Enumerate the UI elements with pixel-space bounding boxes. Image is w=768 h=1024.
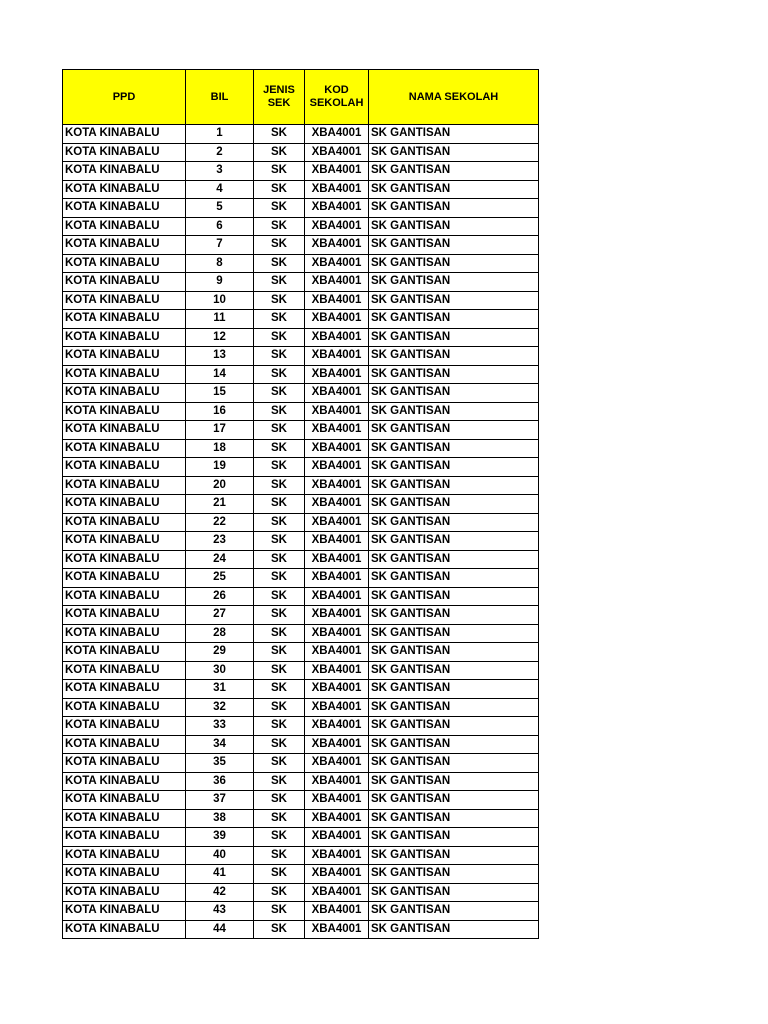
cell-ppd: KOTA KINABALU	[63, 125, 186, 144]
cell-bil: 23	[186, 532, 254, 551]
cell-bil: 42	[186, 883, 254, 902]
cell-kod-sekolah: XBA4001	[305, 717, 369, 736]
cell-ppd: KOTA KINABALU	[63, 384, 186, 403]
table-row	[63, 402, 539, 421]
cell-bil: 34	[186, 735, 254, 754]
cell-bil: 1	[186, 125, 254, 144]
table-row	[63, 569, 539, 588]
cell-bil: 4	[186, 180, 254, 199]
cell-jenis-sek: SK	[254, 809, 305, 828]
cell-jenis-sek: SK	[254, 365, 305, 384]
table-row	[63, 532, 539, 551]
cell-kod-sekolah: XBA4001	[305, 328, 369, 347]
cell-jenis-sek: SK	[254, 883, 305, 902]
cell-ppd: KOTA KINABALU	[63, 273, 186, 292]
cell-nama-sekolah: SK GANTISAN	[369, 680, 539, 699]
cell-kod-sekolah: XBA4001	[305, 569, 369, 588]
cell-ppd: KOTA KINABALU	[63, 495, 186, 514]
cell-bil: 36	[186, 772, 254, 791]
header-jenis-sek: JENIS SEK	[254, 70, 305, 125]
cell-bil: 39	[186, 828, 254, 847]
cell-kod-sekolah: XBA4001	[305, 846, 369, 865]
cell-nama-sekolah: SK GANTISAN	[369, 458, 539, 477]
cell-bil: 5	[186, 199, 254, 218]
cell-ppd: KOTA KINABALU	[63, 347, 186, 366]
cell-nama-sekolah: SK GANTISAN	[369, 439, 539, 458]
cell-ppd: KOTA KINABALU	[63, 402, 186, 421]
table-row	[63, 865, 539, 884]
cell-jenis-sek: SK	[254, 143, 305, 162]
cell-bil: 11	[186, 310, 254, 329]
cell-nama-sekolah: SK GANTISAN	[369, 735, 539, 754]
cell-nama-sekolah: SK GANTISAN	[369, 476, 539, 495]
cell-ppd: KOTA KINABALU	[63, 606, 186, 625]
cell-bil: 6	[186, 217, 254, 236]
cell-nama-sekolah: SK GANTISAN	[369, 310, 539, 329]
cell-ppd: KOTA KINABALU	[63, 199, 186, 218]
cell-kod-sekolah: XBA4001	[305, 291, 369, 310]
cell-bil: 17	[186, 421, 254, 440]
cell-ppd: KOTA KINABALU	[63, 754, 186, 773]
cell-nama-sekolah: SK GANTISAN	[369, 550, 539, 569]
cell-ppd: KOTA KINABALU	[63, 180, 186, 199]
cell-jenis-sek: SK	[254, 199, 305, 218]
cell-kod-sekolah: XBA4001	[305, 217, 369, 236]
cell-jenis-sek: SK	[254, 920, 305, 939]
cell-nama-sekolah: SK GANTISAN	[369, 143, 539, 162]
table-row	[63, 828, 539, 847]
cell-nama-sekolah: SK GANTISAN	[369, 328, 539, 347]
cell-nama-sekolah: SK GANTISAN	[369, 828, 539, 847]
cell-kod-sekolah: XBA4001	[305, 162, 369, 181]
cell-bil: 14	[186, 365, 254, 384]
cell-nama-sekolah: SK GANTISAN	[369, 606, 539, 625]
cell-ppd: KOTA KINABALU	[63, 846, 186, 865]
cell-ppd: KOTA KINABALU	[63, 217, 186, 236]
cell-nama-sekolah: SK GANTISAN	[369, 291, 539, 310]
cell-kod-sekolah: XBA4001	[305, 920, 369, 939]
cell-kod-sekolah: XBA4001	[305, 532, 369, 551]
cell-bil: 15	[186, 384, 254, 403]
cell-bil: 40	[186, 846, 254, 865]
table-header	[63, 70, 539, 125]
table-row	[63, 199, 539, 218]
cell-ppd: KOTA KINABALU	[63, 310, 186, 329]
table-row	[63, 550, 539, 569]
cell-bil: 43	[186, 902, 254, 921]
cell-kod-sekolah: XBA4001	[305, 809, 369, 828]
table-row	[63, 365, 539, 384]
cell-bil: 35	[186, 754, 254, 773]
cell-bil: 10	[186, 291, 254, 310]
cell-bil: 33	[186, 717, 254, 736]
cell-nama-sekolah: SK GANTISAN	[369, 513, 539, 532]
cell-jenis-sek: SK	[254, 495, 305, 514]
cell-nama-sekolah: SK GANTISAN	[369, 125, 539, 144]
cell-nama-sekolah: SK GANTISAN	[369, 772, 539, 791]
table-row	[63, 920, 539, 939]
cell-jenis-sek: SK	[254, 532, 305, 551]
cell-kod-sekolah: XBA4001	[305, 365, 369, 384]
cell-ppd: KOTA KINABALU	[63, 143, 186, 162]
table-row	[63, 791, 539, 810]
cell-ppd: KOTA KINABALU	[63, 365, 186, 384]
cell-kod-sekolah: XBA4001	[305, 735, 369, 754]
cell-ppd: KOTA KINABALU	[63, 162, 186, 181]
cell-bil: 26	[186, 587, 254, 606]
cell-jenis-sek: SK	[254, 273, 305, 292]
cell-bil: 44	[186, 920, 254, 939]
cell-jenis-sek: SK	[254, 717, 305, 736]
cell-kod-sekolah: XBA4001	[305, 199, 369, 218]
cell-kod-sekolah: XBA4001	[305, 772, 369, 791]
cell-jenis-sek: SK	[254, 569, 305, 588]
table-row	[63, 902, 539, 921]
cell-ppd: KOTA KINABALU	[63, 920, 186, 939]
table-row	[63, 772, 539, 791]
table-row	[63, 587, 539, 606]
cell-ppd: KOTA KINABALU	[63, 772, 186, 791]
table-row	[63, 883, 539, 902]
cell-kod-sekolah: XBA4001	[305, 254, 369, 273]
cell-jenis-sek: SK	[254, 735, 305, 754]
cell-ppd: KOTA KINABALU	[63, 532, 186, 551]
cell-bil: 12	[186, 328, 254, 347]
cell-kod-sekolah: XBA4001	[305, 902, 369, 921]
cell-kod-sekolah: XBA4001	[305, 143, 369, 162]
table-row	[63, 347, 539, 366]
table-row	[63, 217, 539, 236]
cell-kod-sekolah: XBA4001	[305, 624, 369, 643]
cell-jenis-sek: SK	[254, 236, 305, 255]
cell-jenis-sek: SK	[254, 180, 305, 199]
table-row	[63, 717, 539, 736]
cell-jenis-sek: SK	[254, 254, 305, 273]
cell-kod-sekolah: XBA4001	[305, 180, 369, 199]
cell-nama-sekolah: SK GANTISAN	[369, 883, 539, 902]
cell-bil: 41	[186, 865, 254, 884]
cell-kod-sekolah: XBA4001	[305, 439, 369, 458]
cell-jenis-sek: SK	[254, 384, 305, 403]
cell-jenis-sek: SK	[254, 125, 305, 144]
cell-bil: 7	[186, 236, 254, 255]
cell-ppd: KOTA KINABALU	[63, 624, 186, 643]
cell-nama-sekolah: SK GANTISAN	[369, 661, 539, 680]
cell-jenis-sek: SK	[254, 902, 305, 921]
table-row	[63, 643, 539, 662]
cell-nama-sekolah: SK GANTISAN	[369, 624, 539, 643]
cell-nama-sekolah: SK GANTISAN	[369, 569, 539, 588]
table-row	[63, 254, 539, 273]
cell-jenis-sek: SK	[254, 402, 305, 421]
cell-bil: 19	[186, 458, 254, 477]
cell-nama-sekolah: SK GANTISAN	[369, 920, 539, 939]
table-row	[63, 735, 539, 754]
cell-bil: 28	[186, 624, 254, 643]
cell-jenis-sek: SK	[254, 217, 305, 236]
cell-nama-sekolah: SK GANTISAN	[369, 254, 539, 273]
cell-kod-sekolah: XBA4001	[305, 421, 369, 440]
cell-ppd: KOTA KINABALU	[63, 587, 186, 606]
cell-nama-sekolah: SK GANTISAN	[369, 846, 539, 865]
cell-bil: 30	[186, 661, 254, 680]
cell-nama-sekolah: SK GANTISAN	[369, 180, 539, 199]
cell-nama-sekolah: SK GANTISAN	[369, 809, 539, 828]
cell-ppd: KOTA KINABALU	[63, 569, 186, 588]
cell-bil: 24	[186, 550, 254, 569]
cell-jenis-sek: SK	[254, 587, 305, 606]
cell-nama-sekolah: SK GANTISAN	[369, 495, 539, 514]
cell-nama-sekolah: SK GANTISAN	[369, 217, 539, 236]
cell-jenis-sek: SK	[254, 698, 305, 717]
cell-bil: 37	[186, 791, 254, 810]
cell-ppd: KOTA KINABALU	[63, 735, 186, 754]
cell-bil: 18	[186, 439, 254, 458]
cell-kod-sekolah: XBA4001	[305, 476, 369, 495]
cell-jenis-sek: SK	[254, 458, 305, 477]
cell-bil: 8	[186, 254, 254, 273]
cell-jenis-sek: SK	[254, 328, 305, 347]
cell-nama-sekolah: SK GANTISAN	[369, 754, 539, 773]
header-kod-sekolah: KOD SEKOLAH	[305, 70, 369, 125]
table-row	[63, 384, 539, 403]
table-row	[63, 624, 539, 643]
cell-nama-sekolah: SK GANTISAN	[369, 384, 539, 403]
table-row	[63, 273, 539, 292]
cell-jenis-sek: SK	[254, 347, 305, 366]
cell-jenis-sek: SK	[254, 476, 305, 495]
cell-kod-sekolah: XBA4001	[305, 458, 369, 477]
cell-bil: 22	[186, 513, 254, 532]
cell-kod-sekolah: XBA4001	[305, 587, 369, 606]
table-row	[63, 162, 539, 181]
cell-jenis-sek: SK	[254, 513, 305, 532]
cell-bil: 2	[186, 143, 254, 162]
cell-kod-sekolah: XBA4001	[305, 661, 369, 680]
cell-ppd: KOTA KINABALU	[63, 717, 186, 736]
cell-bil: 27	[186, 606, 254, 625]
cell-jenis-sek: SK	[254, 772, 305, 791]
cell-nama-sekolah: SK GANTISAN	[369, 365, 539, 384]
cell-jenis-sek: SK	[254, 754, 305, 773]
cell-jenis-sek: SK	[254, 846, 305, 865]
cell-ppd: KOTA KINABALU	[63, 550, 186, 569]
table-body	[63, 125, 539, 939]
school-table	[62, 69, 539, 939]
cell-nama-sekolah: SK GANTISAN	[369, 162, 539, 181]
cell-jenis-sek: SK	[254, 643, 305, 662]
cell-ppd: KOTA KINABALU	[63, 883, 186, 902]
cell-nama-sekolah: SK GANTISAN	[369, 421, 539, 440]
cell-nama-sekolah: SK GANTISAN	[369, 402, 539, 421]
table-row	[63, 495, 539, 514]
cell-kod-sekolah: XBA4001	[305, 310, 369, 329]
table-row	[63, 476, 539, 495]
table-row	[63, 680, 539, 699]
cell-jenis-sek: SK	[254, 661, 305, 680]
cell-ppd: KOTA KINABALU	[63, 865, 186, 884]
table-row	[63, 143, 539, 162]
cell-kod-sekolah: XBA4001	[305, 791, 369, 810]
cell-kod-sekolah: XBA4001	[305, 643, 369, 662]
cell-ppd: KOTA KINABALU	[63, 421, 186, 440]
cell-jenis-sek: SK	[254, 865, 305, 884]
cell-jenis-sek: SK	[254, 310, 305, 329]
table-row	[63, 439, 539, 458]
cell-kod-sekolah: XBA4001	[305, 606, 369, 625]
cell-ppd: KOTA KINABALU	[63, 439, 186, 458]
header-row	[63, 70, 539, 125]
cell-jenis-sek: SK	[254, 291, 305, 310]
cell-ppd: KOTA KINABALU	[63, 698, 186, 717]
table-row	[63, 754, 539, 773]
cell-ppd: KOTA KINABALU	[63, 809, 186, 828]
cell-kod-sekolah: XBA4001	[305, 883, 369, 902]
table-row	[63, 328, 539, 347]
cell-ppd: KOTA KINABALU	[63, 328, 186, 347]
cell-kod-sekolah: XBA4001	[305, 236, 369, 255]
cell-bil: 13	[186, 347, 254, 366]
table-row	[63, 809, 539, 828]
header-bil: BIL	[186, 70, 254, 125]
cell-bil: 21	[186, 495, 254, 514]
cell-jenis-sek: SK	[254, 439, 305, 458]
table-row	[63, 698, 539, 717]
cell-bil: 38	[186, 809, 254, 828]
cell-bil: 31	[186, 680, 254, 699]
cell-kod-sekolah: XBA4001	[305, 550, 369, 569]
cell-kod-sekolah: XBA4001	[305, 698, 369, 717]
cell-kod-sekolah: XBA4001	[305, 495, 369, 514]
table-row	[63, 291, 539, 310]
cell-nama-sekolah: SK GANTISAN	[369, 236, 539, 255]
cell-ppd: KOTA KINABALU	[63, 828, 186, 847]
cell-kod-sekolah: XBA4001	[305, 865, 369, 884]
cell-bil: 9	[186, 273, 254, 292]
cell-jenis-sek: SK	[254, 606, 305, 625]
cell-kod-sekolah: XBA4001	[305, 680, 369, 699]
cell-kod-sekolah: XBA4001	[305, 513, 369, 532]
table-row	[63, 236, 539, 255]
table-row	[63, 180, 539, 199]
cell-bil: 3	[186, 162, 254, 181]
cell-jenis-sek: SK	[254, 550, 305, 569]
cell-nama-sekolah: SK GANTISAN	[369, 532, 539, 551]
cell-kod-sekolah: XBA4001	[305, 347, 369, 366]
cell-ppd: KOTA KINABALU	[63, 254, 186, 273]
cell-ppd: KOTA KINABALU	[63, 902, 186, 921]
table-row	[63, 421, 539, 440]
cell-nama-sekolah: SK GANTISAN	[369, 347, 539, 366]
table-row	[63, 606, 539, 625]
cell-kod-sekolah: XBA4001	[305, 402, 369, 421]
cell-bil: 29	[186, 643, 254, 662]
table-row	[63, 125, 539, 144]
cell-jenis-sek: SK	[254, 624, 305, 643]
cell-nama-sekolah: SK GANTISAN	[369, 791, 539, 810]
cell-ppd: KOTA KINABALU	[63, 643, 186, 662]
cell-ppd: KOTA KINABALU	[63, 291, 186, 310]
table-row	[63, 513, 539, 532]
cell-ppd: KOTA KINABALU	[63, 791, 186, 810]
cell-nama-sekolah: SK GANTISAN	[369, 273, 539, 292]
cell-jenis-sek: SK	[254, 791, 305, 810]
cell-nama-sekolah: SK GANTISAN	[369, 587, 539, 606]
cell-nama-sekolah: SK GANTISAN	[369, 643, 539, 662]
cell-kod-sekolah: XBA4001	[305, 754, 369, 773]
cell-kod-sekolah: XBA4001	[305, 384, 369, 403]
cell-jenis-sek: SK	[254, 828, 305, 847]
cell-ppd: KOTA KINABALU	[63, 476, 186, 495]
header-ppd: PPD	[63, 70, 186, 125]
cell-bil: 32	[186, 698, 254, 717]
cell-bil: 25	[186, 569, 254, 588]
cell-nama-sekolah: SK GANTISAN	[369, 717, 539, 736]
cell-bil: 20	[186, 476, 254, 495]
cell-jenis-sek: SK	[254, 162, 305, 181]
cell-nama-sekolah: SK GANTISAN	[369, 865, 539, 884]
cell-jenis-sek: SK	[254, 421, 305, 440]
table-row	[63, 310, 539, 329]
cell-ppd: KOTA KINABALU	[63, 458, 186, 477]
cell-ppd: KOTA KINABALU	[63, 513, 186, 532]
cell-ppd: KOTA KINABALU	[63, 680, 186, 699]
cell-kod-sekolah: XBA4001	[305, 125, 369, 144]
table-row	[63, 846, 539, 865]
table-row	[63, 661, 539, 680]
cell-ppd: KOTA KINABALU	[63, 236, 186, 255]
cell-kod-sekolah: XBA4001	[305, 273, 369, 292]
cell-kod-sekolah: XBA4001	[305, 828, 369, 847]
cell-nama-sekolah: SK GANTISAN	[369, 698, 539, 717]
cell-bil: 16	[186, 402, 254, 421]
header-nama-sekolah: NAMA SEKOLAH	[369, 70, 539, 125]
cell-ppd: KOTA KINABALU	[63, 661, 186, 680]
cell-nama-sekolah: SK GANTISAN	[369, 902, 539, 921]
cell-jenis-sek: SK	[254, 680, 305, 699]
cell-nama-sekolah: SK GANTISAN	[369, 199, 539, 218]
table-row	[63, 458, 539, 477]
